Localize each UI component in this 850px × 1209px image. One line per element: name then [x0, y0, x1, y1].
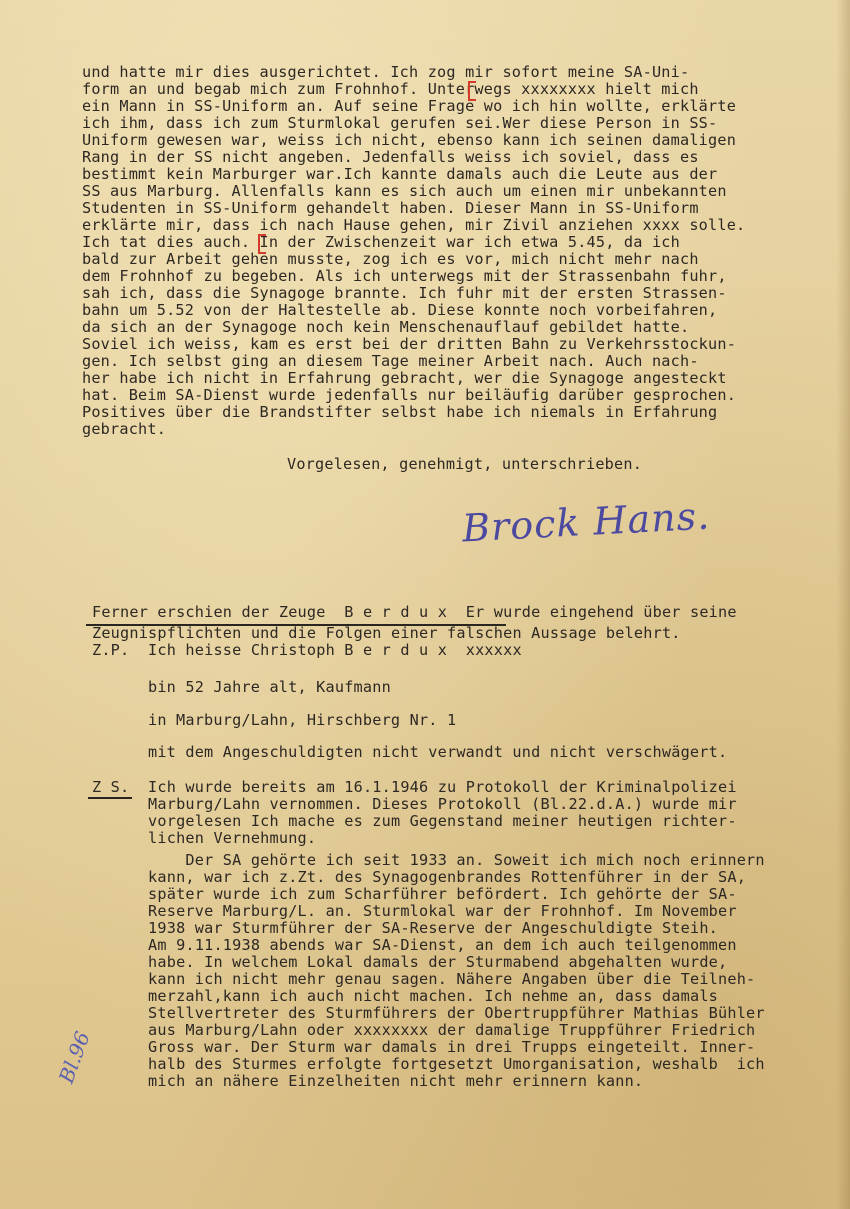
text-line: Ich tat dies auch. In der Zwischenzeit war ich etwa 5.45, da ich — [82, 233, 680, 251]
witness-intro-line: Z.P. Ich heisse Christoph B e r d u x xxxxxx — [92, 641, 522, 659]
witness-intro-line: Ferner erschien der Zeuge B e r d u x Er wurde eingehend über seine — [92, 603, 737, 621]
text-line: Gross war. Der Sturm war damals in drei Trupps eingeteilt. Inner- — [92, 1038, 756, 1056]
witness-intro-line: Zeugnispflichten und die Folgen einer falschen Aussage belehrt. — [92, 624, 681, 642]
text-line: Rang in der SS nicht angeben. Jedenfalls weiss ich soviel, dass es — [82, 148, 699, 166]
text-line: merzahl,kann ich auch nicht machen. Ich nehme an, dass damals — [92, 987, 719, 1005]
text-line: her habe ich nicht in Erfahrung gebracht, wer die Synagoge angesteckt — [82, 369, 727, 387]
text-line: dem Frohnhof zu begeben. Als ich unterwegs mit der Strassenbahn fuhr, — [82, 267, 727, 285]
closing-formula: Vorgelesen, genehmigt, unterschrieben. — [287, 455, 643, 473]
text-line: sah ich, dass die Synagoge brannte. Ich fuhr mit der ersten Strassen- — [82, 284, 727, 302]
text-line: Der SA gehörte ich seit 1933 an. Soweit ich mich noch erinnern — [92, 851, 765, 869]
text-line: bald zur Arbeit gehen musste, zog ich es vor, mich nicht mehr nach — [82, 250, 699, 268]
text-line: aus Marburg/Lahn oder xxxxxxxx der damalige Truppführer Friedrich — [92, 1021, 756, 1039]
text-line: Uniform gewesen war, weiss ich nicht, ebenso kann ich seinen damaligen — [82, 131, 737, 149]
text-line: ich ihm, dass ich zum Sturmlokal gerufen sei.Wer diese Person in SS- — [82, 114, 718, 132]
text-line: kann ich nicht mehr genau sagen. Nähere Angaben über die Teilneh- — [92, 970, 756, 988]
text-line: form an und begab mich zum Frohnhof. Unterwegs xxxxxxxx hielt mich — [82, 80, 699, 98]
text-line: Positives über die Brandstifter selbst habe ich niemals in Erfahrung — [82, 403, 718, 421]
text-line: Marburg/Lahn vernommen. Dieses Protokoll (Bl.22.d.A.) wurde mir — [92, 795, 737, 813]
text-line: gebracht. — [82, 420, 167, 438]
text-line: Am 9.11.1938 abends war SA-Dienst, an dem ich auch teilgenommen — [92, 936, 737, 954]
text-line: 1938 war Sturmführer der SA-Reserve der Angeschuldigte Steih. — [92, 919, 719, 937]
text-line: halb des Sturmes erfolgte fortgesetzt Umorganisation, weshalb ich — [92, 1055, 765, 1073]
text-line: mich an nähere Einzelheiten nicht mehr erinnern kann. — [92, 1072, 644, 1090]
text-line: später wurde ich zum Scharführer befördert. Ich gehörte der SA- — [92, 885, 737, 903]
text-line: Stellvertreter des Sturmführers der Obertruppführer Mathias Bühler — [92, 1004, 765, 1022]
text-line: erklärte mir, dass ich nach Hause gehen, mir Zivil anziehen xxxx solle. — [82, 216, 746, 234]
text-line: Studenten in SS-Uniform gehandelt haben. Dieser Mann in SS-Uniform — [82, 199, 699, 217]
personal-detail: mit dem Angeschuldigten nicht verwandt und nicht verschwägert. — [148, 743, 728, 761]
personal-detail: bin 52 Jahre alt, Kaufmann — [148, 678, 391, 696]
text-line: bahn um 5.52 von der Haltestelle ab. Diese konnte noch vorbeifahren, — [82, 301, 718, 319]
text-line: lichen Vernehmung. — [92, 829, 317, 847]
text-line: bestimmt kein Marburger war.Ich kannte damals auch die Leute aus der — [82, 165, 718, 183]
handwritten-signature: Brock Hans. — [461, 493, 712, 551]
text-line: kann, war ich z.Zt. des Synagogenbrandes Rottenführer in der SA, — [92, 868, 747, 886]
text-line: Z S. Ich wurde bereits am 16.1.1946 zu Protokoll der Kriminalpolizei — [92, 778, 737, 796]
text-line: und hatte mir dies ausgerichtet. Ich zog mir sofort meine SA-Uni- — [82, 63, 690, 81]
text-line: Reserve Marburg/L. an. Sturmlokal war der Frohnhof. Im November — [92, 902, 737, 920]
text-line: da sich an der Synagoge noch kein Menschenauflauf gebildet hatte. — [82, 318, 690, 336]
margin-annotation: Bl.96 — [54, 1028, 95, 1087]
text-line: SS aus Marburg. Allenfalls kann es sich auch um einen mir unbekannten — [82, 182, 727, 200]
text-line: ein Mann in SS-Uniform an. Auf seine Frage wo ich hin wollte, erklärte — [82, 97, 737, 115]
text-line: vorgelesen Ich mache es zum Gegenstand meiner heutigen richter- — [92, 812, 737, 830]
text-line: gen. Ich selbst ging an diesem Tage meiner Arbeit nach. Auch nach- — [82, 352, 699, 370]
page-edge-shadow — [836, 0, 850, 1209]
personal-detail: in Marburg/Lahn, Hirschberg Nr. 1 — [148, 711, 457, 729]
text-line: habe. In welchem Lokal damals der Sturmabend abgehalten wurde, — [92, 953, 728, 971]
text-line: hat. Beim SA-Dienst wurde jedenfalls nur beiläufig darüber gesprochen. — [82, 386, 737, 404]
text-line: Soviel ich weiss, kam es erst bei der dritten Bahn zu Verkehrsstockun- — [82, 335, 737, 353]
